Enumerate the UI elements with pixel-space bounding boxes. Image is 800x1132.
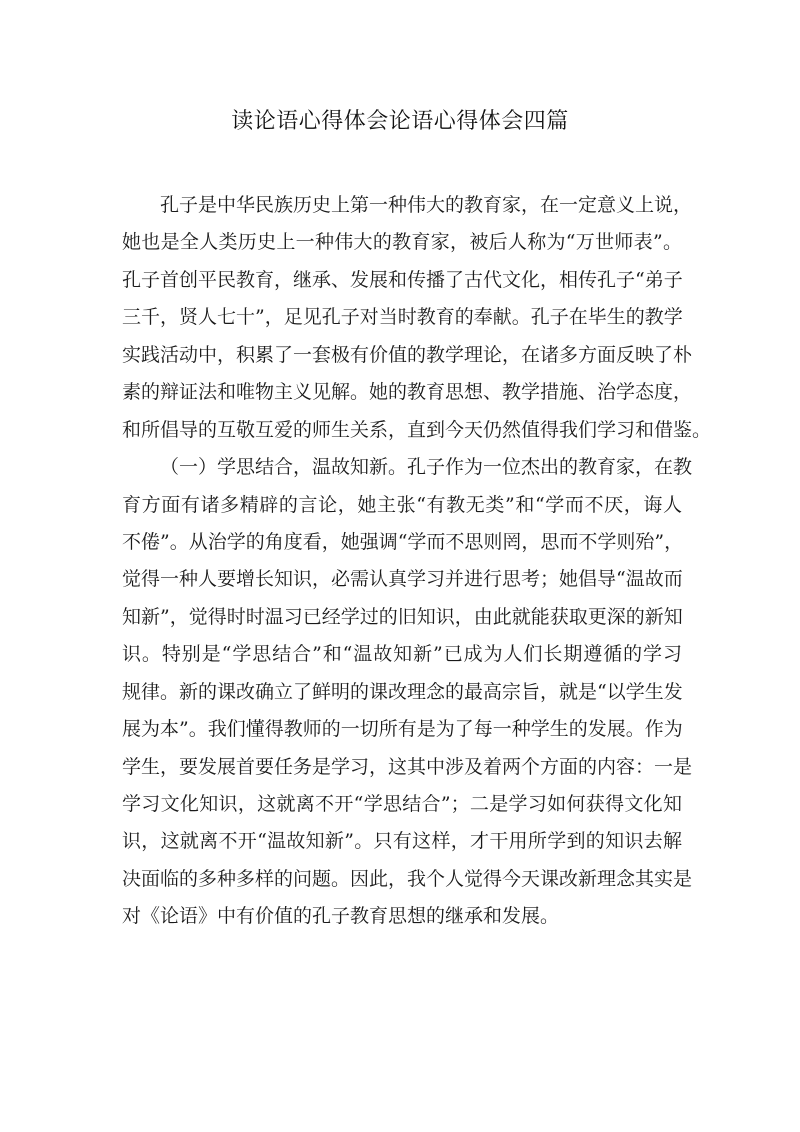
text-line: 识，这就离不开“温故知新”。只有这样，才干用所学到的知识去解 [122, 830, 682, 853]
document-body [122, 187, 712, 936]
paragraph [122, 187, 712, 449]
text-line: 三千，贤人七十”，足见孔子对当时教育的奉献。孔子在毕生的教学 [122, 306, 683, 329]
text-line: 和所倡导的互敬互爱的师生关系，直到今天仍然值得我们学习和借鉴。 [122, 418, 712, 441]
text-line: 她也是全人类历史上一种伟大的教育家，被后人称为“万世师表”。 [122, 231, 682, 254]
text-line: 决面临的多种多样的问题。因此，我个人觉得今天课改新理念其实是 [122, 867, 693, 890]
text-line: 育方面有诸多精辟的言论，她主张“有教无类”和“学而不厌，诲人 [122, 493, 682, 516]
text-line: 学习文化知识，这就离不开“学思结合”；二是学习如何获得文化知 [122, 793, 682, 815]
text-line: 展为本”。我们懂得教师的一切所有是为了每一种学生的发展。作为 [122, 718, 683, 741]
text-line: 学生，要发展首要任务是学习，这其中涉及着两个方面的内容：一是 [122, 755, 693, 778]
text-line: 孔子是中华民族历史上第一种伟大的教育家，在一定意义上说， [160, 194, 693, 216]
text-line: 不倦”。从治学的角度看，她强调“学而不思则罔，思而不学则殆”， [122, 530, 684, 553]
text-line: （一）学思结合，温故知新。孔子作为一位杰出的教育家，在教 [160, 456, 693, 479]
text-line: 觉得一种人要增长知识，必需认真学习并进行思考；她倡导“温故而 [122, 568, 683, 591]
text-line: 孔子首创平民教育，继承、发展和传播了古代文化，相传孔子“弟子 [122, 268, 683, 291]
paragraph [122, 449, 693, 936]
text-line: 实践活动中，积累了一套极有价值的教学理论，在诸多方面反映了朴 [122, 343, 693, 366]
text-line: 素的辩证法和唯物主义见解。她的教育思想、教学措施、治学态度， [122, 381, 693, 404]
text-line: 识。特别是“学思结合”和“温故知新”已成为人们长期遵循的学习 [122, 643, 682, 666]
document-title: 读论语心得体会论语心得体会四篇 [231, 109, 569, 134]
text-line: 规律。新的课改确立了鲜明的课改理念的最高宗旨，就是“以学生发 [122, 680, 683, 703]
text-line: 对《论语》中有价值的孔子教育思想的继承和发展。 [122, 905, 560, 928]
text-line: 知新”，觉得时时温习已经学过的旧知识，由此就能获取更深的新知 [122, 605, 683, 628]
